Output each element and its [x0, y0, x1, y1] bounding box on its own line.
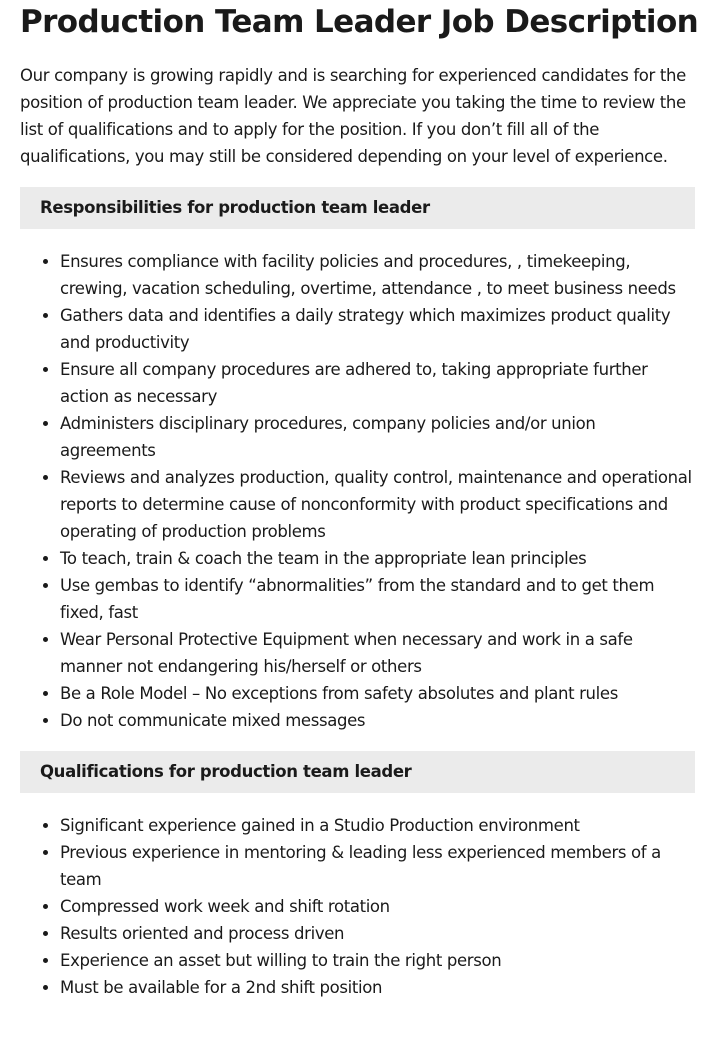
responsibility-item: • Ensures compliance with facility policies and procedures, , timekeeping, crewing, vacation scheduling, overtime, attendance , to meet business needs: [60, 248, 695, 302]
responsibility-item: • Ensure all company procedures are adhered to, taking appropriate further action as necessary: [60, 356, 695, 410]
qualification-item: • Must be available for a 2nd shift position: [60, 974, 695, 1001]
qualification-item: • Previous experience in mentoring & leading less experienced members of a team: [60, 839, 695, 893]
qualification-item: • Significant experience gained in a Studio Production environment: [60, 812, 695, 839]
responsibility-item: • To teach, train & coach the team in the appropriate lean principles: [60, 545, 695, 572]
responsibility-item: • Be a Role Model – No exceptions from safety absolutes and plant rules: [60, 680, 695, 707]
page-title: Production Team Leader Job Description: [20, 4, 699, 40]
responsibility-item: • Wear Personal Protective Equipment when necessary and work in a safe manner not endangering his/herself or others: [60, 626, 695, 680]
intro-paragraph: Our company is growing rapidly and is searching for experienced candidates for the position of production team leader. We appreciate you taking the time to review the list of qualifications and to apply for the position. If you don’t fill all of the qualifications, you may still be considered depending on your level of experience.: [20, 66, 686, 166]
qualification-item: • Compressed work week and shift rotation: [60, 893, 695, 920]
responsibility-item: • Do not communicate mixed messages: [60, 707, 695, 734]
responsibility-item: • Reviews and analyzes production, quality control, maintenance and operational reports to determine cause of nonconformity with product specifications and operating of production problems: [60, 464, 695, 545]
responsibilities-list: [20, 248, 695, 734]
responsibilities-heading: Responsibilities for production team leader: [20, 187, 695, 229]
qualification-item: • Experience an asset but willing to train the right person: [60, 947, 695, 974]
qualifications-heading: Qualifications for production team leader: [20, 751, 695, 793]
responsibility-item: • Administers disciplinary procedures, company policies and/or union agreements: [60, 410, 695, 464]
qualification-item: • Results oriented and process driven: [60, 920, 695, 947]
responsibility-item: • Gathers data and identifies a daily strategy which maximizes product quality and productivity: [60, 302, 695, 356]
qualifications-list: [20, 812, 695, 1001]
responsibility-item: • Use gembas to identify “abnormalities” from the standard and to get them fixed, fast: [60, 572, 695, 626]
